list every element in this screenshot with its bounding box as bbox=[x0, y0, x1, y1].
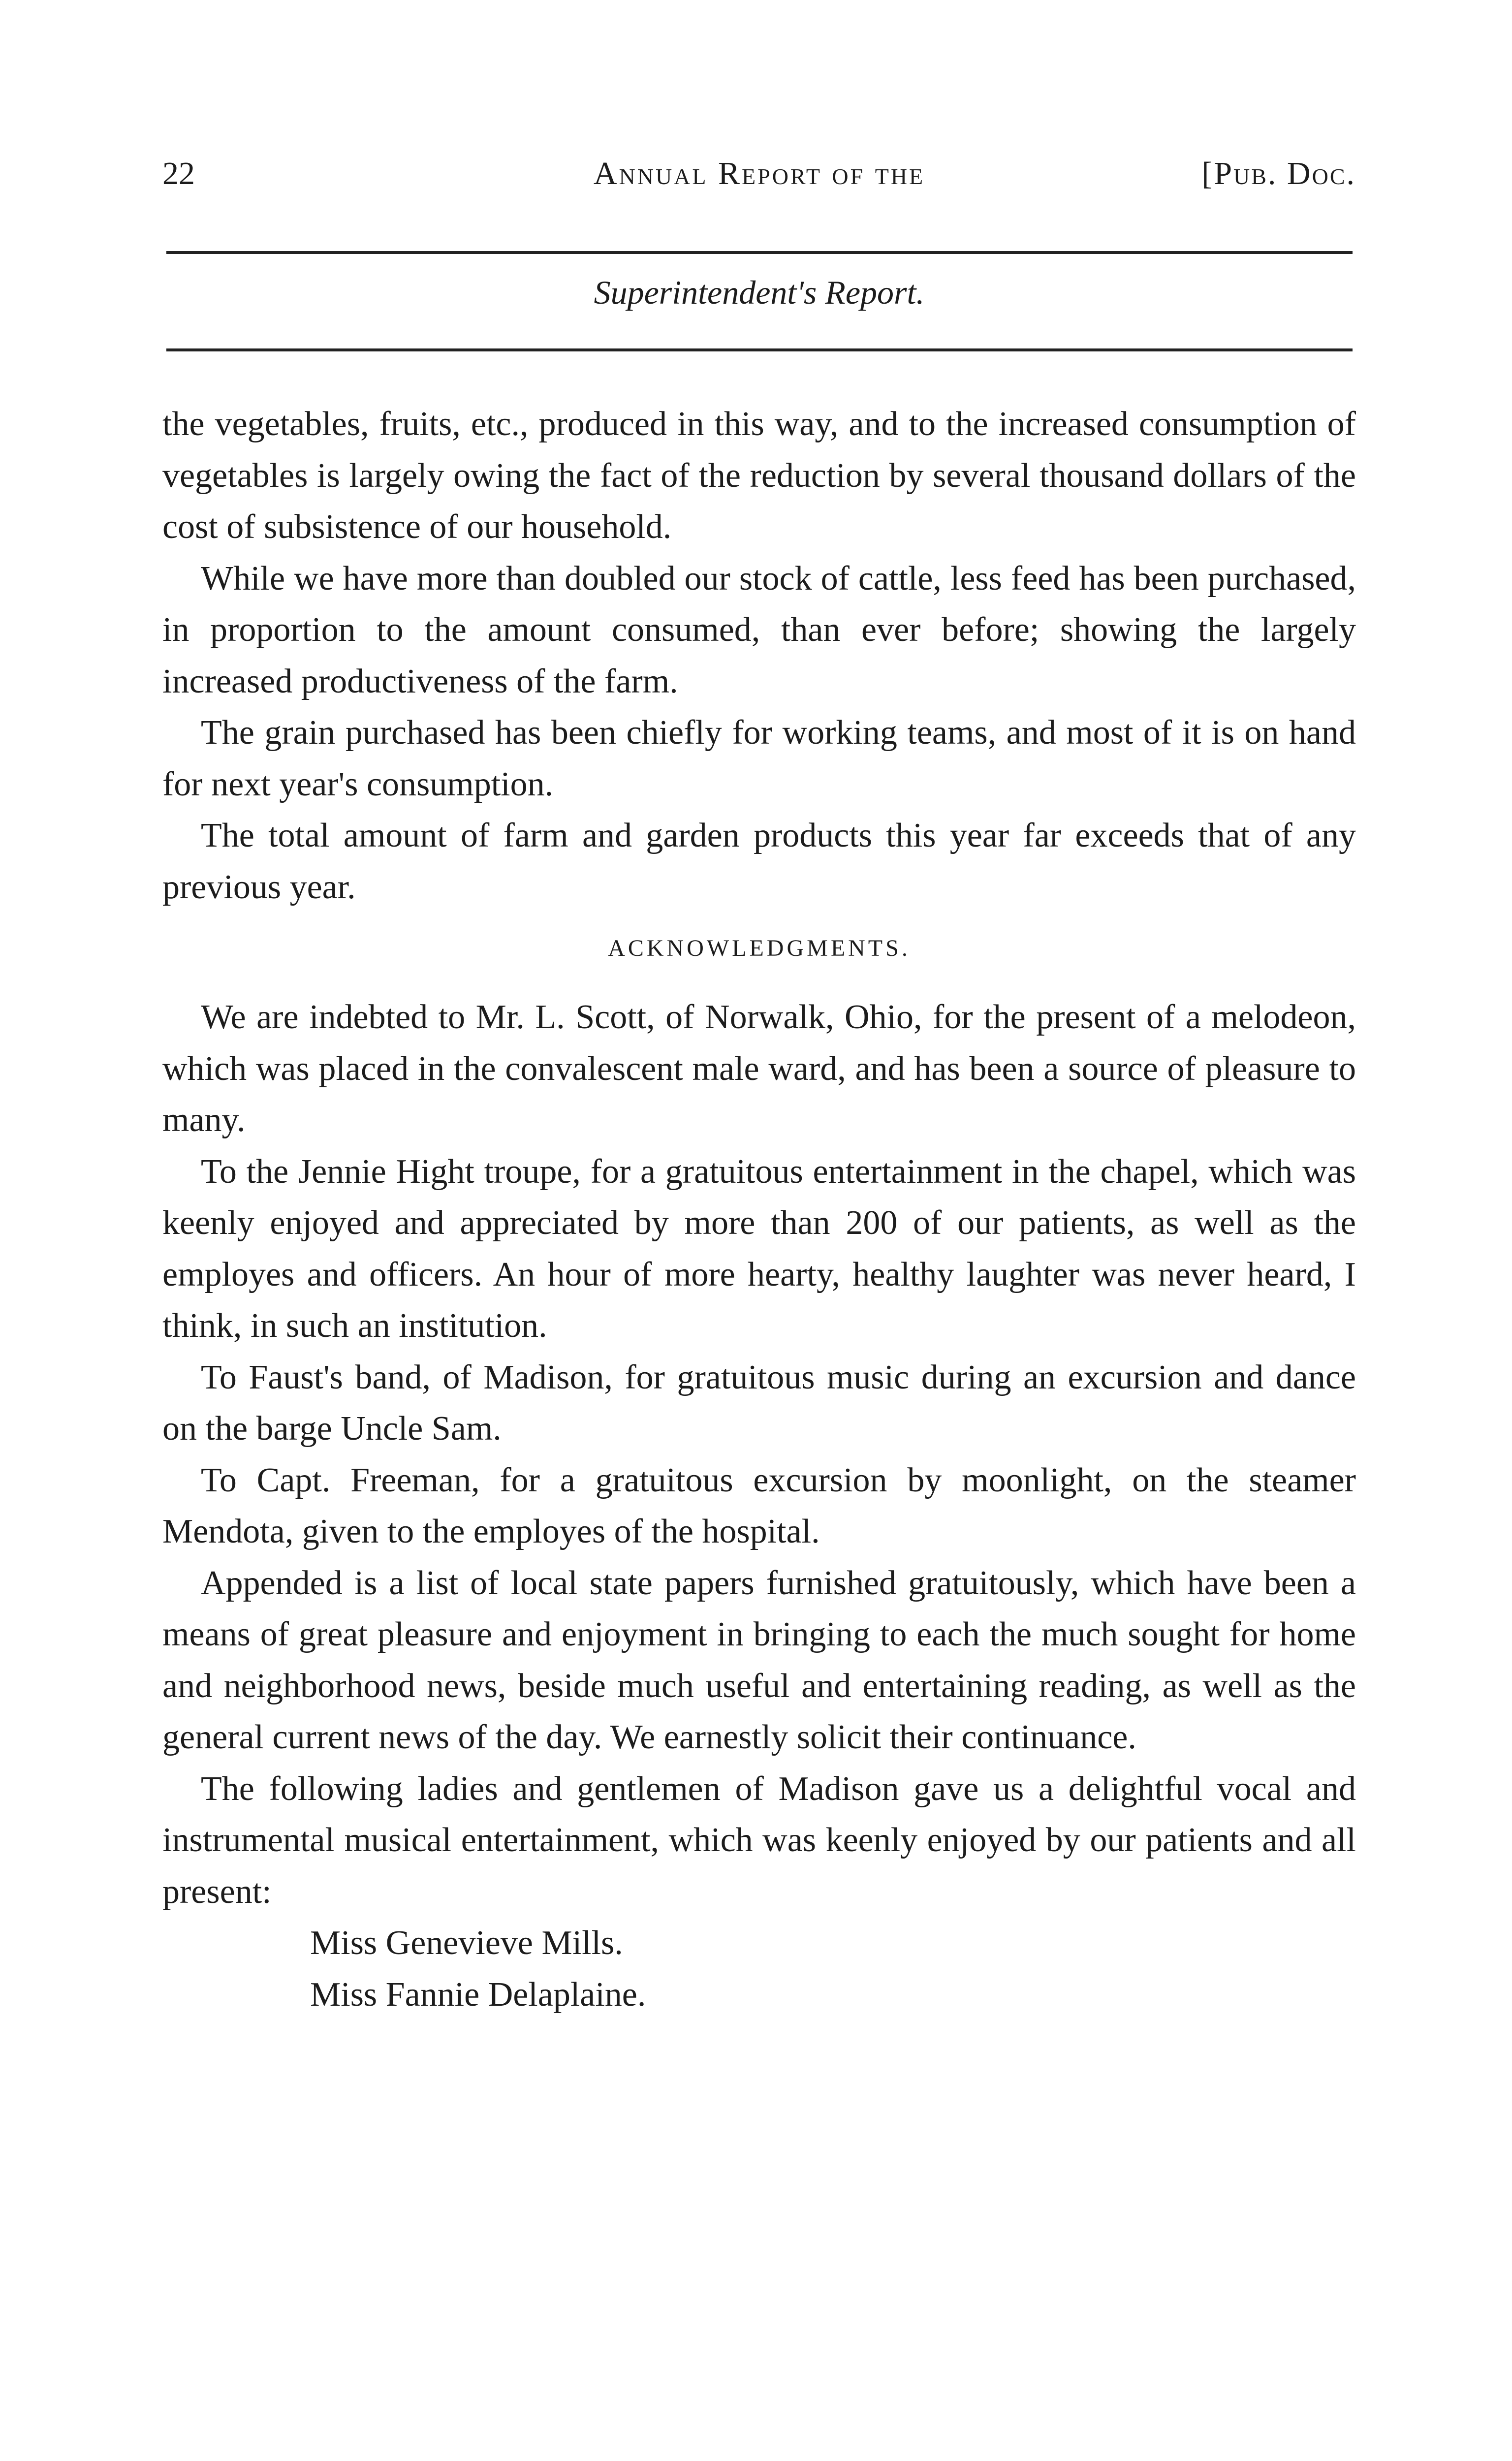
paragraph-grain: The grain purchased has been chiefly for working teams, and most of it is on hand for next year's consumption. bbox=[162, 714, 1356, 803]
names-list bbox=[162, 1918, 1356, 2020]
running-head bbox=[162, 155, 1356, 199]
list-item: Miss Fannie Delaplaine. bbox=[310, 1975, 646, 2014]
paragraph-band: To Faust's band, of Madison, for gratuitous music during an excursion and dance on the barge Uncle Sam. bbox=[162, 1358, 1356, 1448]
header-rule-bottom bbox=[166, 348, 1353, 351]
report-title: Annual Report of the bbox=[593, 156, 925, 191]
document-reference: [Pub. Doc. bbox=[1201, 156, 1356, 191]
paragraph-products: The total amount of farm and garden products this year far exceeds that of any previous year. bbox=[162, 817, 1356, 906]
paragraph-cattle: While we have more than doubled our stock of cattle, less feed has been purchased, in proportion to the amount consumed, than ever before; showing the largely increased productiveness of the farm. bbox=[162, 559, 1356, 700]
paragraph-excursion: To Capt. Freeman, for a gratuitous excursion by moonlight, on the steamer Mendota, given to the employes of the hospital. bbox=[162, 1461, 1356, 1550]
page-number: 22 bbox=[162, 156, 195, 191]
list-item: Miss Genevieve Mills. bbox=[310, 1924, 623, 1962]
section-title: Superintendent's Report. bbox=[594, 274, 925, 311]
acknowledgments-heading: ACKNOWLEDGMENTS. bbox=[608, 935, 911, 961]
paragraph-troupe: To the Jennie Hight troupe, for a gratuitous entertainment in the chapel, which was keenly enjoyed and appreciated by more than 200 of our patients, as well as the employes and officers. An hour of more hearty, healthy laughter was never heard, I think, in such an institution. bbox=[162, 1152, 1356, 1345]
paragraph-continuation: the vegetables, fruits, etc., produced in this way, and to the increased consumption of vegetables is largely owing the fact of the reduction by several thousand dollars of the cost of subsistence of our household. bbox=[162, 405, 1356, 546]
paragraph-melodeon: We are indebted to Mr. L. Scott, of Norwalk, Ohio, for the present of a melodeon, which was placed in the convalescent male ward, and has been a source of pleasure to many. bbox=[162, 998, 1356, 1139]
header-rule-top bbox=[166, 251, 1353, 254]
paragraph-papers: Appended is a list of local state papers furnished gratuitously, which have been a means of great pleasure and enjoyment in bringing to each the much sought for home and neighborhood news, beside much useful and entertaining reading, as well as the general current news of the day. We earnestly solicit their continuance. bbox=[162, 1564, 1356, 1756]
body-text bbox=[162, 399, 1356, 2020]
paragraph-entertainment: The following ladies and gentlemen of Madison gave us a delightful vocal and instrumental musical entertainment, which was keenly enjoyed by our patients and all present: bbox=[162, 1769, 1356, 1911]
